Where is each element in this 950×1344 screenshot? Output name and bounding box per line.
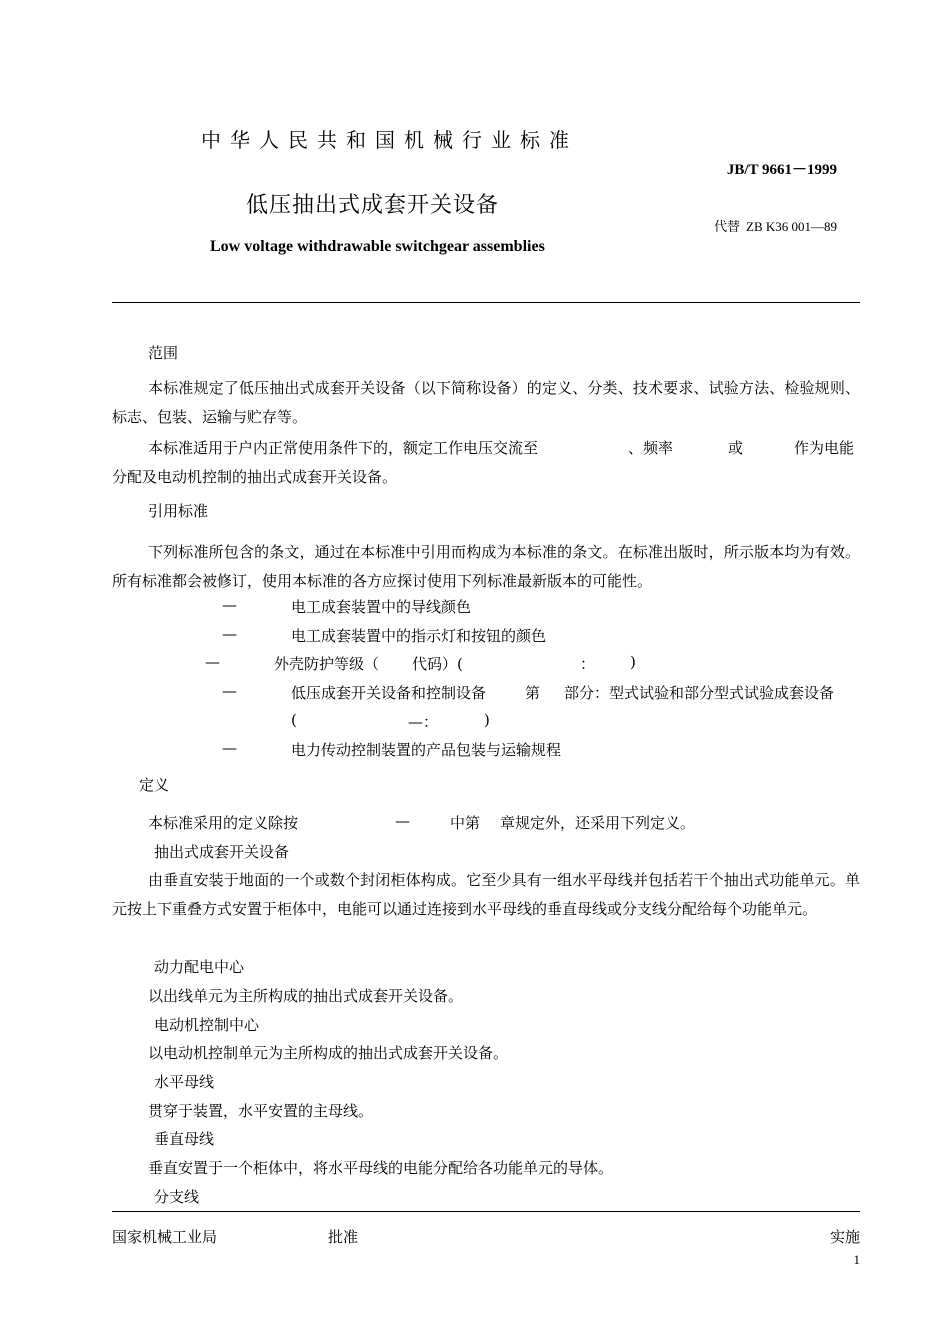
definition-term: 分支线 <box>154 1188 200 1206</box>
reference-item-part: ) <box>484 711 490 729</box>
reference-dash: — <box>222 682 237 700</box>
implement-label: 实施 <box>829 1228 860 1246</box>
scope-paragraph-2-e: 分配及电动机控制的抽出式成套开关设备。 <box>112 468 398 486</box>
references-paragraph: 下列标准所包含的条文，通过在本标准中引用而构成为本标准的条文。在标准出版时，所示版本均为有效。所有标准都会被修订，使用本标准的各方应探讨使用下列标准最新版本的可能性。 <box>112 543 860 590</box>
industry-standard-title: 中华人民共和国机械行业标准 <box>201 128 578 152</box>
reference-item-part: 代码）( <box>412 655 463 673</box>
document-title-en: Low voltage withdrawable switchgear assemblies <box>210 238 545 255</box>
approve-label: 批准 <box>328 1228 359 1246</box>
header-divider <box>112 302 860 303</box>
scope-paragraph-2-d: 作为电能 <box>794 439 855 457</box>
reference-item-part: 部分：型式试验和部分型式试验成套设备 <box>564 684 835 702</box>
reference-item: 电力传动控制装置的产品包装与运输规程 <box>291 741 562 759</box>
reference-dash: — <box>222 625 237 643</box>
section-heading-scope: 范围 <box>148 344 179 362</box>
definitions-intro-b: 中第 <box>450 814 481 832</box>
scope-paragraph-1: 本标准规定了低压抽出式成套开关设备（以下简称设备）的定义、分类、技术要求、试验方法、检验规则、标志、包装、运输与贮存等。 <box>112 379 860 426</box>
reference-item-part: ) <box>630 653 636 671</box>
definition-term: 动力配电中心 <box>154 958 245 976</box>
section-heading-definitions: 定义 <box>139 776 170 794</box>
reference-item: 电工成套装置中的导线颜色 <box>291 598 472 616</box>
definition-text: 贯穿于装置，水平安置的主母线。 <box>148 1102 374 1120</box>
reference-item-part: ( <box>291 711 297 729</box>
reference-dash: — <box>222 739 237 757</box>
definition-text: 垂直安置于一个柜体中，将水平母线的电能分配给各功能单元的导体。 <box>148 1159 614 1177</box>
standard-number: JB/T 9661－1999 <box>726 162 837 178</box>
reference-item: 低压成套开关设备和控制设备 <box>291 684 487 702</box>
definition-term: 垂直母线 <box>154 1130 215 1148</box>
definition-term: 水平母线 <box>154 1073 215 1091</box>
reference-dash: — <box>205 653 220 671</box>
replaces-value: ZB K36 001—89 <box>746 219 837 234</box>
scope-paragraph-2-b: 、频率 <box>628 439 674 457</box>
definitions-intro-dash: — <box>395 812 410 830</box>
reference-item-part: —： <box>408 713 439 731</box>
replaces-note <box>714 216 837 235</box>
definitions-intro-a: 本标准采用的定义除按 <box>148 814 299 832</box>
definition-text: 以出线单元为主所构成的抽出式成套开关设备。 <box>148 987 464 1005</box>
scope-paragraph-2-a: 本标准适用于户内正常使用条件下的，额定工作电压交流至 <box>148 439 539 457</box>
document-title: 低压抽出式成套开关设备 <box>246 193 500 218</box>
reference-dash: — <box>222 596 237 614</box>
definition-text: 以电动机控制单元为主所构成的抽出式成套开关设备。 <box>148 1044 509 1062</box>
reference-item: 外壳防护等级（ <box>274 655 380 673</box>
definition-term: 电动机控制中心 <box>154 1016 260 1034</box>
reference-item: 电工成套装置中的指示灯和按钮的颜色 <box>291 627 547 645</box>
page-number: 1 <box>853 1252 860 1267</box>
footer-divider <box>112 1211 860 1212</box>
definition-term: 抽出式成套开关设备 <box>154 843 290 861</box>
issuer: 国家机械工业局 <box>112 1228 218 1246</box>
definition-text: 由垂直安装于地面的一个或数个封闭柜体构成。它至少具有一组水平母线并包括若干个抽出式功能单元。单元按上下重叠方式安置于柜体中，电能可以通过连接到水平母线的垂直母线或分支线分配给每个功能单元。 <box>112 871 860 918</box>
replaces-label: 代替 <box>713 220 740 235</box>
reference-item-part: ： <box>580 655 596 673</box>
scope-paragraph-2-c: 或 <box>728 439 744 457</box>
reference-item-part: 第 <box>525 684 541 702</box>
definitions-intro-c: 章规定外，还采用下列定义。 <box>500 814 696 832</box>
section-heading-references: 引用标准 <box>148 502 209 520</box>
